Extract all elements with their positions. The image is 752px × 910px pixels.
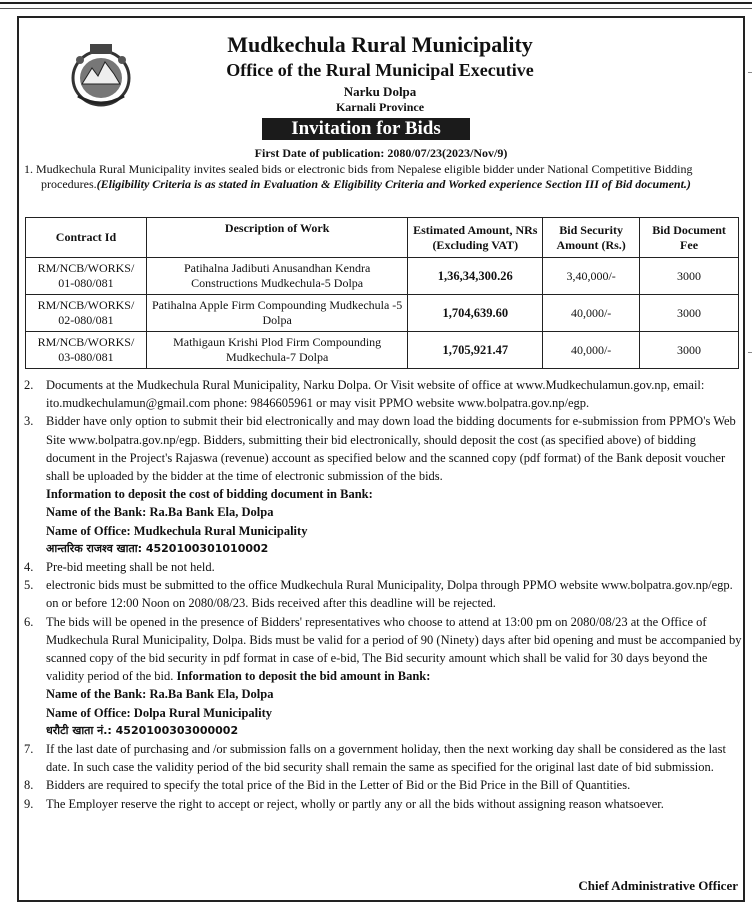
intro-text: Mudkechula Rural Municipality invites sealed bids or electronic bids from Nepalese eligible bidder under National Competitive Bidding procedures.: [36, 162, 693, 191]
table-row: [26, 258, 739, 295]
bank-info-title: Information to deposit the bid amount in Bank:: [176, 669, 431, 684]
publication-date: First Date of publication: 2080/07/23(2023/Nov/9): [254, 146, 508, 160]
list-item: [24, 558, 742, 576]
table-row: [26, 332, 739, 369]
top-rule: [0, 2, 752, 4]
security-cell: 3,40,000/-: [543, 258, 640, 295]
fee-cell: 3000: [640, 332, 739, 369]
item-text: Documents at the Mudkechula Rural Municipality, Narku Dolpa. Or Visit website of office at www.Mudkechulamun.gov.np, email: ito.mudkechulamun@gmail.com phone: 9846605961 or may visit PPMO website www.bolpatra.gov.np/egp.: [46, 378, 705, 411]
fee-cell: 3000: [640, 295, 739, 332]
list-item: [24, 576, 742, 612]
security-cell: 40,000/-: [543, 295, 640, 332]
item-text: The Employer reserve the right to accept or reject, wholly or partly any or all the bids without assigning reason whatsoever.: [46, 796, 664, 811]
item-number: 2.: [24, 378, 34, 392]
list-item: [24, 795, 742, 813]
deposit-account: धरौटी खाता नं.: 4520100303000002: [46, 723, 239, 737]
item-number: 5.: [24, 578, 34, 593]
notice-body: [24, 376, 742, 813]
description-cell: Patihalna Apple Firm Compounding Mudkechula -5 Dolpa: [146, 295, 407, 332]
col-header-contract-id: Contract Id: [26, 218, 147, 258]
amount-cell: 1,705,921.47: [408, 332, 543, 369]
col-header-bid-security: Bid Security Amount (Rs.): [543, 218, 640, 258]
item-text: Pre-bid meeting shall be not held.: [46, 560, 215, 575]
item-number: 9.: [24, 796, 34, 811]
office-name-line: Name of Office: Mudkechula Rural Municipality: [46, 523, 308, 538]
province: Karnali Province: [335, 100, 425, 114]
office-name-line: Name of Office: Dolpa Rural Municipality: [46, 705, 273, 720]
item-number: 4.: [24, 560, 34, 575]
list-item: [24, 776, 742, 794]
list-item: [24, 376, 742, 412]
col-header-estimated-amount: Estimated Amount, NRs (Excluding VAT): [408, 218, 543, 258]
contract-id-cell: RM/NCB/WORKS/ 01-080/081: [26, 258, 147, 295]
contract-id-cell: RM/NCB/WORKS/ 02-080/081: [26, 295, 147, 332]
edge-mark: [748, 352, 752, 353]
bank-info-title: Information to deposit the cost of bidding document in Bank:: [46, 487, 373, 502]
security-cell: 40,000/-: [543, 332, 640, 369]
amount-cell: 1,704,639.60: [408, 295, 543, 332]
contract-id-cell: RM/NCB/WORKS/ 03-080/081: [26, 332, 147, 369]
revenue-account: आन्तरिक राजश्व खाता: 4520100301010002: [46, 541, 269, 555]
org-name: Mudkechula Rural Municipality: [227, 32, 533, 57]
edge-mark: [748, 72, 752, 73]
signatory: Chief Administrative Officer: [578, 878, 738, 893]
item-number: 6.: [24, 614, 34, 629]
description-cell: Patihalna Jadibuti Anusandhan Kendra Constructions Mudkechula-5 Dolpa: [146, 258, 407, 295]
description-cell: Mathigaun Krishi Plod Firm Compounding Mudkechula-7 Dolpa: [146, 332, 407, 369]
bank-name: Name of the Bank: Ra.Ba Bank Ela, Dolpa: [46, 505, 274, 520]
amount-cell: 1,36,34,300.26: [408, 258, 543, 295]
bids-table: [25, 217, 739, 369]
notice-title: Invitation for Bids: [262, 118, 470, 140]
item-number: 1.: [24, 162, 33, 176]
col-header-document-fee: Bid Document Fee: [640, 218, 739, 258]
item-text: Bidders are required to specify the total price of the Bid in the Letter of Bid or the Bid Price in the Bill of Quantities.: [46, 778, 631, 793]
bank-name: Name of the Bank: Ra.Ba Bank Ela, Dolpa: [46, 687, 274, 702]
office-name: Office of the Rural Municipal Executive: [226, 60, 534, 80]
top-rule-thin: [0, 8, 752, 9]
list-item: [24, 412, 742, 485]
item-number: 8.: [24, 778, 34, 793]
item-text: Bidder have only option to submit their bid electronically and may down load the bidding documents for e-submission from PPMO's Web Site www.bolpatra.gov.np/egp. Bidders, submitting their bid electronically, should deposit the cost (as specified above) of bidding document in the Project's Rajaswa (revenue) account as specified below and the scanned copy (pdf format) of the Bank deposit voucher shall be uploaded by the bidder at the time of electronic submission of the bids.: [46, 414, 736, 484]
list-item: [24, 740, 742, 776]
table-row: [26, 295, 739, 332]
location: Narku Dolpa: [343, 84, 417, 99]
table-header-row: [26, 218, 739, 258]
item-text: If the last date of purchasing and /or submission falls on a government holiday, then the next working day shall be considered as the last date. In such case the validity period of the bid security shall remain the same as specified for the original last date of bid submission.: [46, 742, 726, 775]
item-text: electronic bids must be submitted to the office Mudkechula Rural Municipality, Dolpa through PPMO website www.bolpatra.gov.np/egp. on or before 12:00 Noon on 2080/08/23. Bids received after this deadline will be rejected.: [46, 578, 733, 611]
item-number: 3.: [24, 414, 34, 429]
intro-paragraph: [24, 162, 740, 192]
col-header-description: Description of Work: [146, 218, 407, 258]
item-text: The bids will be opened in the presence of Bidders' representatives who choose to attend at 13:00 pm on 2080/08/23 at the Office of Mudkechula Rural Municipality, Dolpa. Bids must be valid for a period of 90 (Ninety) days after bid opening and must be accompanied by scanned copy of the bid security in pdf format in case of e-bid, The Bid security amount which shall be valid for 30 days beyond the validity period of the bid.: [46, 614, 742, 684]
list-item: [24, 613, 742, 686]
fee-cell: 3000: [640, 258, 739, 295]
eligibility-note: (Eligibility Criteria is as stated in Evaluation & Eligibility Criteria and Worked experience Section III of Bid document.): [96, 177, 691, 191]
nepal-emblem-icon: [68, 38, 134, 110]
item-number: 7.: [24, 742, 34, 757]
